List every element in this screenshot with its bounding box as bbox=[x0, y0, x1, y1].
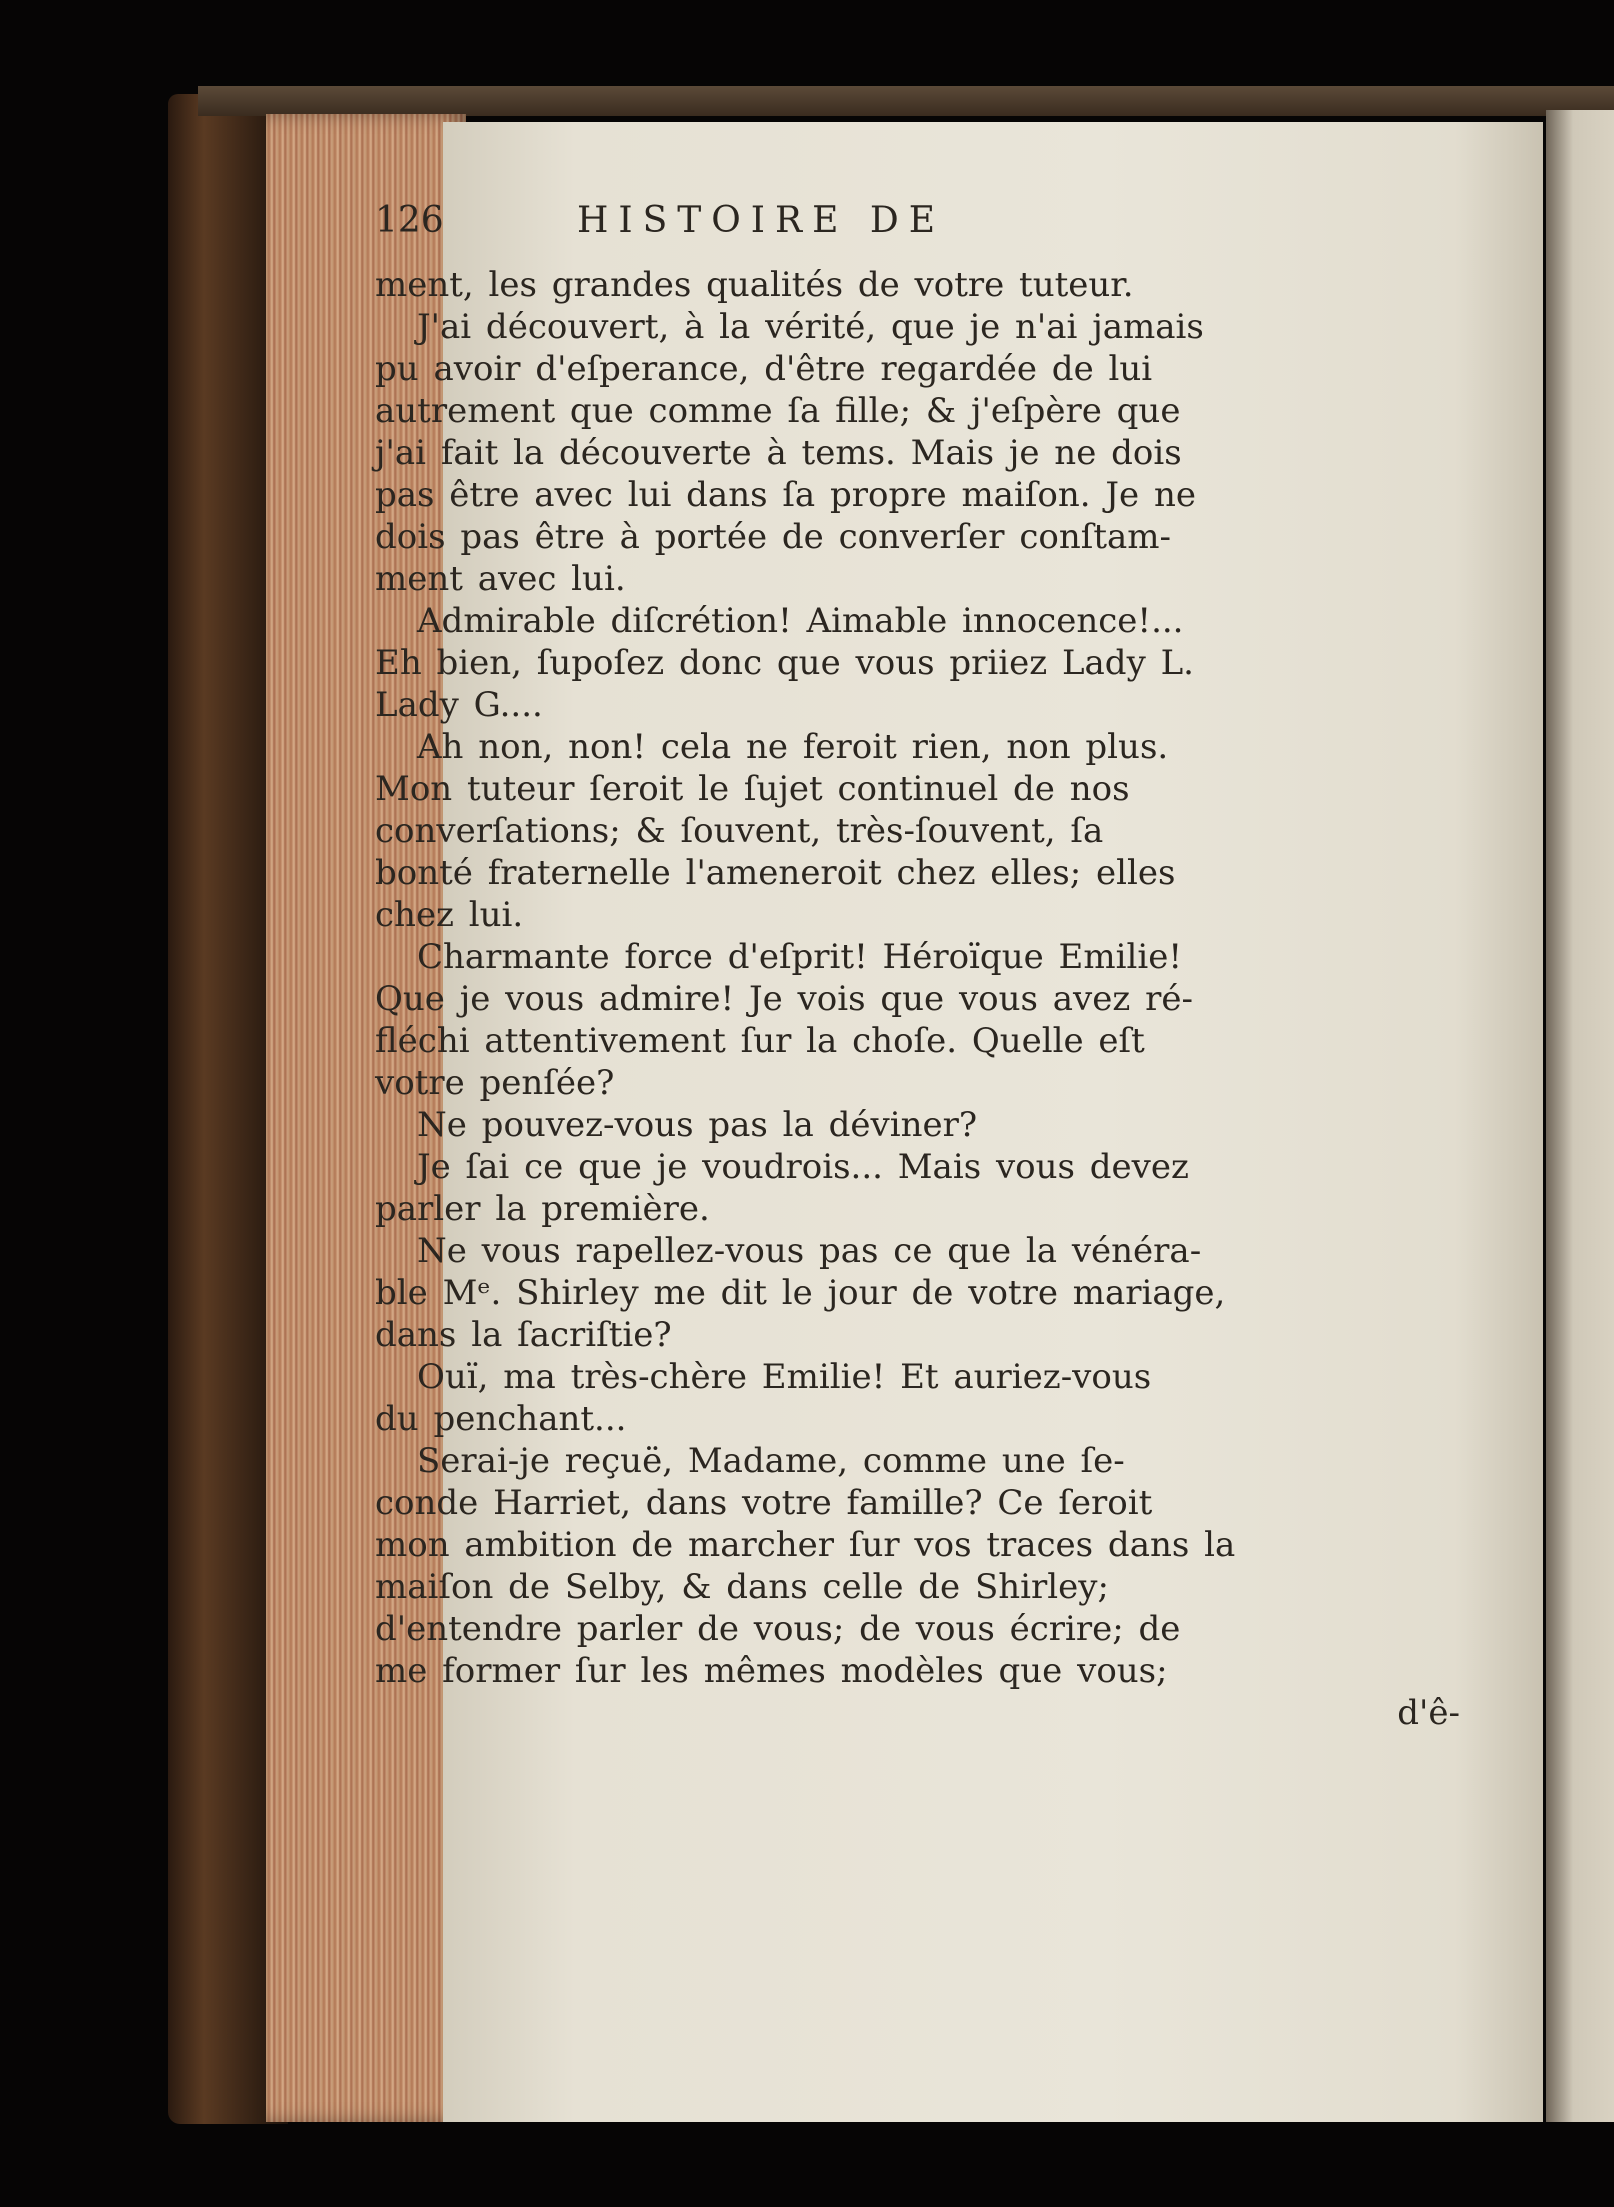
text-line: pu avoir d'eſperance, d'être regardée de lui bbox=[375, 349, 1153, 389]
text-line: converſations; & ſouvent, très-ſouvent, ſa bbox=[375, 811, 1104, 851]
facing-page-edge bbox=[1546, 110, 1614, 2122]
text-line: ment, les grandes qualités de votre tuteur. bbox=[375, 265, 1134, 305]
text-line: ment avec lui. bbox=[375, 559, 626, 599]
text-line: Admirable diſcrétion! Aimable innocence!... bbox=[417, 601, 1184, 641]
text-line: autrement que comme ſa fille; & j'eſpère que bbox=[375, 391, 1181, 431]
text-line: Ne vous rapellez-vous pas ce que la vénéra- bbox=[417, 1231, 1202, 1271]
text-line: j'ai fait la découverte à tems. Mais je ne dois bbox=[375, 433, 1182, 473]
text-line: parler la première. bbox=[375, 1189, 710, 1229]
catchword: d'ê- bbox=[1397, 1693, 1460, 1733]
text-line: Ne pouvez-vous pas la déviner? bbox=[417, 1105, 978, 1145]
text-line: conde Harriet, dans votre famille? Ce ſeroit bbox=[375, 1483, 1153, 1523]
text-line: ble Mᵉ. Shirley me dit le jour de votre mariage, bbox=[375, 1273, 1226, 1313]
text-line: pas être avec lui dans ſa propre maiſon. Je ne bbox=[375, 475, 1196, 515]
running-title: HISTOIRE DE bbox=[577, 200, 945, 241]
text-line: Charmante force d'eſprit! Héroïque Emilie! bbox=[417, 937, 1182, 977]
running-head bbox=[375, 200, 1485, 264]
text-line: dans la ſacriſtie? bbox=[375, 1315, 672, 1355]
text-line: Lady G.... bbox=[375, 685, 543, 725]
text-line: du penchant... bbox=[375, 1399, 627, 1439]
text-line: Ouï, ma très-chère Emilie! Et auriez-vous bbox=[417, 1357, 1152, 1397]
page-text bbox=[375, 200, 1485, 1734]
text-line: votre penſée? bbox=[375, 1063, 615, 1103]
text-line: maiſon de Selby, & dans celle de Shirley; bbox=[375, 1567, 1109, 1607]
text-line: Ah non, non! cela ne feroit rien, non plus. bbox=[417, 727, 1169, 767]
text-line: dois pas être à portée de converſer conſtam- bbox=[375, 517, 1172, 557]
book-top-edge bbox=[198, 86, 1614, 116]
text-line: Serai-je reçuë, Madame, comme une ſe- bbox=[417, 1441, 1125, 1481]
text-line: J'ai découvert, à la vérité, que je n'ai jamais bbox=[417, 307, 1204, 347]
text-line: fléchi attentivement ſur la choſe. Quelle eſt bbox=[375, 1021, 1145, 1061]
page-number: 126 bbox=[375, 200, 444, 241]
text-line: Je ſai ce que je voudrois... Mais vous devez bbox=[417, 1147, 1189, 1187]
text-line: mon ambition de marcher ſur vos traces dans la bbox=[375, 1525, 1236, 1565]
text-line: chez lui. bbox=[375, 895, 524, 935]
text-line: d'entendre parler de vous; de vous écrire; de bbox=[375, 1609, 1181, 1649]
text-line: bonté fraternelle l'ameneroit chez elles; elles bbox=[375, 853, 1176, 893]
text-line: Mon tuteur ſeroit le ſujet continuel de nos bbox=[375, 769, 1130, 809]
text-line: Eh bien, ſupoſez donc que vous priiez Lady L. bbox=[375, 643, 1194, 683]
text-line: me former ſur les mêmes modèles que vous; bbox=[375, 1651, 1168, 1691]
text-line: Que je vous admire! Je vois que vous avez ré- bbox=[375, 979, 1193, 1019]
